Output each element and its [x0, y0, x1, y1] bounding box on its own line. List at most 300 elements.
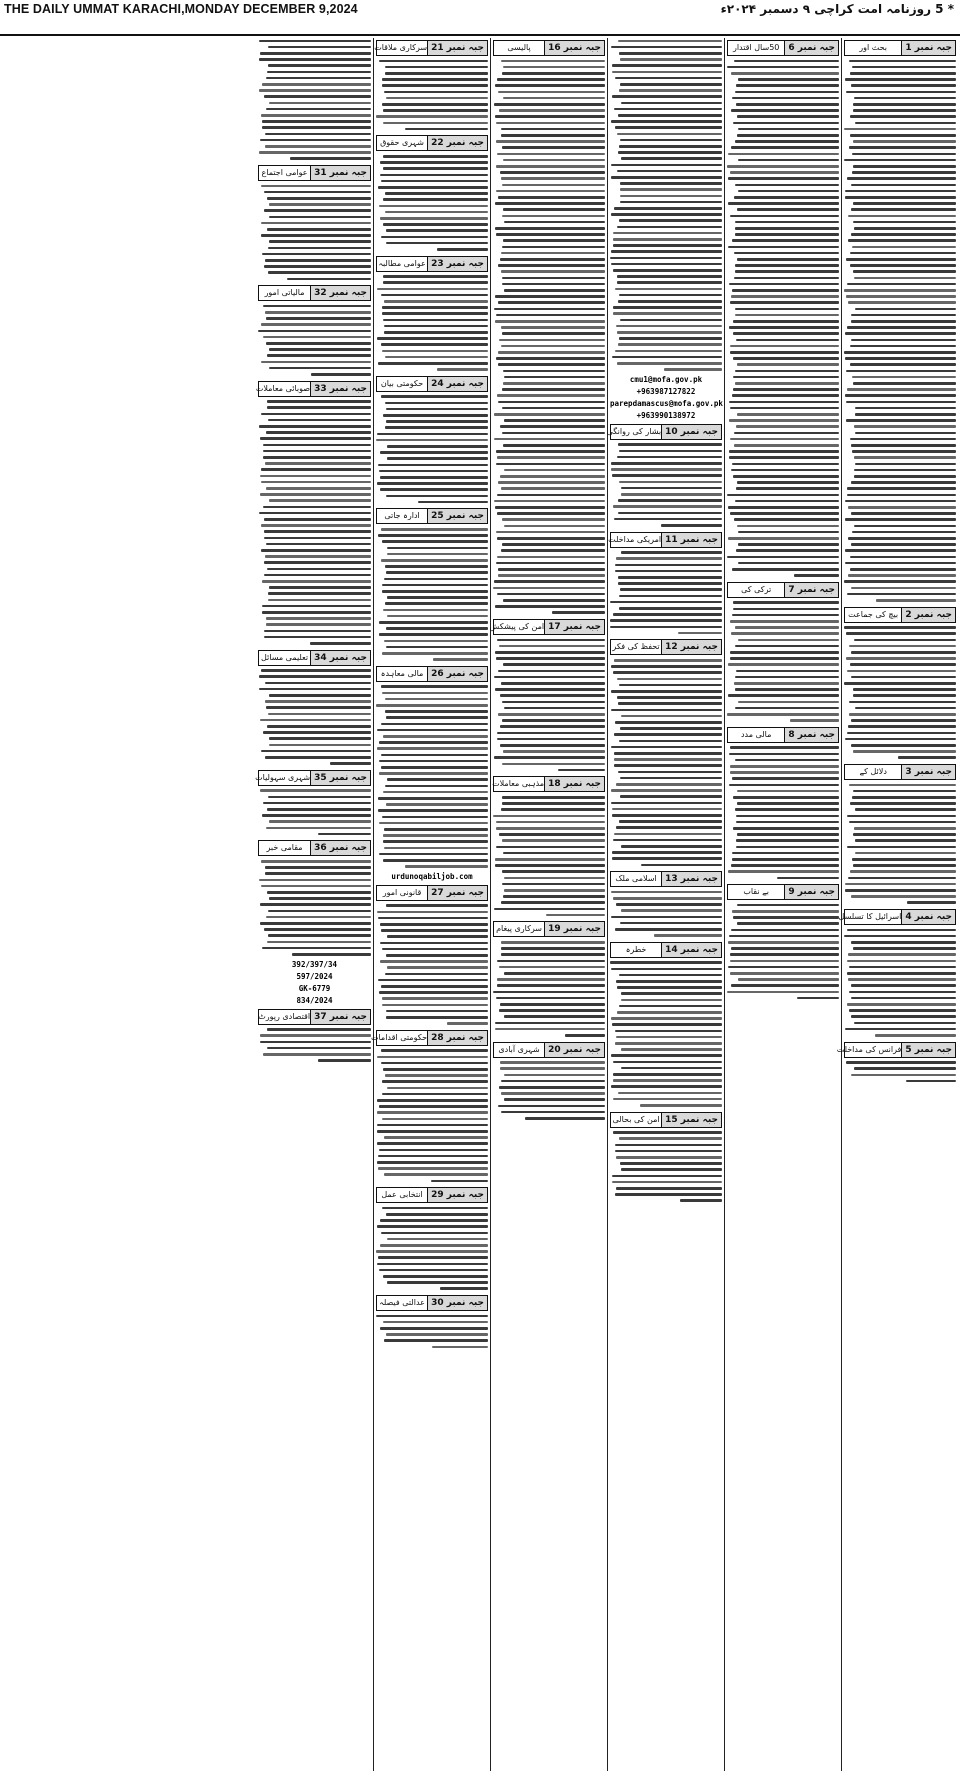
- text-line: [729, 419, 839, 422]
- text-line: [504, 877, 605, 880]
- news-cut: [489, 619, 605, 773]
- text-line: [736, 670, 839, 673]
- text-line: [611, 164, 722, 167]
- text-line: [617, 331, 722, 334]
- text-line: [266, 77, 371, 80]
- cut-header: [844, 40, 956, 56]
- text-line: [379, 741, 488, 744]
- text-line: [851, 481, 956, 484]
- text-line: [504, 289, 605, 292]
- cut-title: 50سال اقتدار: [732, 43, 780, 52]
- text-line: [497, 978, 605, 981]
- text-line: [380, 923, 488, 926]
- text-line: [504, 1074, 605, 1077]
- text-line: [381, 1049, 488, 1052]
- cut-title: سرکاری ملاقات: [374, 43, 428, 52]
- text-line: [263, 1053, 371, 1056]
- text-line: [260, 52, 371, 55]
- news-cut: [376, 40, 488, 132]
- text-line: [259, 40, 371, 43]
- cut-header: [493, 921, 605, 937]
- text-line: [849, 701, 956, 704]
- text-line: [496, 314, 605, 317]
- text-line: [852, 450, 956, 453]
- text-line: [384, 300, 488, 303]
- text-line: [621, 999, 722, 1002]
- text-line: [380, 451, 488, 454]
- text-line: [386, 571, 488, 574]
- text-line: [730, 765, 839, 768]
- text-line: [613, 244, 722, 247]
- text-line: [259, 675, 371, 678]
- text-line: [735, 270, 839, 273]
- text-line: [614, 207, 722, 210]
- text-line: [268, 796, 371, 799]
- text-line: [503, 66, 605, 69]
- text-block: [727, 58, 839, 579]
- text-line: [854, 827, 956, 830]
- text-line: [851, 184, 956, 187]
- text-line: [502, 277, 605, 280]
- text-line: [263, 731, 372, 734]
- text-line: [502, 802, 605, 805]
- text-line: [500, 1003, 605, 1006]
- text-line: [854, 277, 956, 280]
- text-line: [613, 897, 722, 900]
- text-line: [619, 820, 722, 823]
- text-line: [386, 242, 488, 245]
- text-line: [733, 357, 839, 360]
- cut-number: جبہ نمبر 2: [901, 608, 955, 622]
- text-line: [265, 700, 371, 703]
- text-line: [266, 431, 371, 434]
- text-line: [261, 468, 371, 471]
- text-line: [262, 83, 371, 86]
- text-line: [263, 506, 371, 509]
- text-line: [850, 663, 956, 666]
- text-line: [495, 115, 605, 118]
- text-line: [845, 889, 956, 892]
- text-line: [379, 1105, 488, 1108]
- news-cut: [610, 639, 722, 868]
- text-line: [611, 250, 722, 253]
- text-line: [611, 690, 722, 693]
- text-line: [504, 376, 605, 379]
- cut-title: مالی معاہدہ: [380, 668, 424, 678]
- text-line: [732, 852, 839, 855]
- text-line: [380, 942, 488, 945]
- cut-number: جبہ نمبر 37: [310, 1010, 370, 1024]
- text-line: [612, 95, 722, 98]
- text-line: [664, 368, 722, 371]
- text-line: [615, 1030, 722, 1033]
- text-line: [611, 968, 722, 971]
- text-line: [380, 960, 488, 963]
- cut-number: جبہ نمبر 21: [427, 41, 487, 55]
- text-line: [383, 1321, 488, 1324]
- text-line: [496, 827, 605, 830]
- text-line: [260, 903, 371, 906]
- text-line: [730, 746, 839, 749]
- text-line: [502, 432, 605, 435]
- text-line: [267, 197, 371, 200]
- text-line: [382, 948, 488, 951]
- cut-header: [258, 650, 371, 666]
- cut-title: تعلیمی مسائل: [260, 652, 309, 662]
- text-block: [493, 939, 605, 1038]
- text-line: [382, 1207, 488, 1210]
- text-block: [610, 1130, 722, 1204]
- text-line: [500, 171, 605, 174]
- cut-number: جبہ نمبر 15: [661, 1113, 721, 1127]
- text-line: [851, 84, 956, 87]
- text-line: [265, 682, 371, 685]
- text-line: [380, 217, 488, 220]
- text-line: [613, 1098, 722, 1101]
- text-line: [848, 978, 956, 981]
- text-line: [851, 1015, 956, 1018]
- text-line: [846, 295, 956, 298]
- text-line: [385, 426, 488, 429]
- text-line: [504, 469, 605, 472]
- text-line: [732, 568, 839, 571]
- text-line: [611, 120, 722, 123]
- text-line: [738, 531, 839, 534]
- news-cut: [610, 38, 722, 421]
- text-line: [267, 808, 371, 811]
- text-line: [735, 382, 839, 385]
- text-line: [266, 317, 371, 320]
- text-line: [850, 438, 956, 441]
- text-line: [844, 289, 956, 292]
- text-line: [738, 701, 839, 704]
- text-line: [501, 252, 605, 255]
- text-line: [495, 84, 605, 87]
- text-line: [855, 122, 956, 125]
- text-line: [499, 1086, 605, 1089]
- text-line: [265, 259, 371, 262]
- text-line: [614, 733, 722, 736]
- text-line: [738, 159, 839, 162]
- cut-title: مقامی خبر: [266, 843, 303, 853]
- cut-header: [376, 1295, 488, 1311]
- text-line: [845, 394, 956, 397]
- text-line: [620, 777, 722, 780]
- text-line: [501, 270, 605, 273]
- text-line: [852, 246, 956, 249]
- text-line: [259, 879, 371, 882]
- news-column: [490, 38, 607, 1771]
- cut-title: امن کی بحالی: [612, 1114, 660, 1124]
- text-line: [493, 991, 605, 994]
- text-line: [619, 595, 722, 598]
- text-block: [610, 38, 722, 373]
- cut-header: [493, 1042, 605, 1058]
- text-line: [852, 858, 956, 861]
- text-line: [846, 370, 956, 373]
- news-cut: [376, 376, 488, 506]
- cut-header: [258, 285, 371, 301]
- text-line: [498, 568, 605, 571]
- text-line: [617, 986, 722, 989]
- text-line: [378, 534, 488, 537]
- text-line: [382, 1004, 488, 1007]
- text-line: [728, 246, 839, 249]
- text-line: [851, 651, 956, 654]
- text-line: [612, 814, 722, 817]
- cut-number: جبہ نمبر 29: [427, 1188, 487, 1202]
- text-line: [621, 1168, 722, 1171]
- text-line: [616, 980, 723, 983]
- text-line: [261, 185, 371, 188]
- cut-header: [258, 840, 371, 856]
- news-cut: [376, 256, 488, 373]
- text-line: [266, 108, 371, 111]
- text-line: [261, 234, 371, 237]
- text-line: [501, 60, 605, 63]
- text-line: [268, 592, 371, 595]
- text-line: [621, 992, 722, 995]
- text-line: [494, 103, 605, 106]
- text-line: [501, 941, 605, 944]
- text-block: [610, 550, 722, 637]
- cut-header: [610, 942, 722, 958]
- cut-number: جبہ نمبر 33: [310, 382, 370, 396]
- text-line: [385, 973, 488, 976]
- text-line: [387, 1281, 488, 1284]
- text-line: [258, 330, 371, 333]
- text-line: [727, 66, 839, 69]
- cut-title: بحث اور: [859, 43, 888, 52]
- text-line: [503, 750, 605, 753]
- text-block: [610, 889, 722, 939]
- text-line: [849, 146, 956, 149]
- text-line: [850, 363, 956, 366]
- text-line: [906, 1080, 956, 1083]
- text-line: [381, 559, 488, 562]
- text-line: [850, 556, 956, 559]
- text-line: [849, 60, 956, 63]
- text-line: [845, 332, 957, 335]
- cut-header: [376, 376, 488, 392]
- text-line: [380, 1327, 488, 1330]
- text-line: [611, 1054, 722, 1057]
- text-line: [732, 463, 839, 466]
- text-line: [618, 443, 722, 446]
- text-line: [503, 895, 605, 898]
- text-line: [613, 505, 722, 508]
- text-line: [738, 543, 839, 546]
- cut-number: جبہ نمبر 4: [901, 910, 955, 924]
- text-line: [503, 444, 605, 447]
- text-line: [381, 929, 488, 932]
- text-line: [732, 910, 839, 913]
- text-line: [290, 157, 371, 160]
- text-line: [386, 716, 488, 719]
- text-line: [616, 1156, 722, 1159]
- cut-header: [376, 40, 488, 56]
- text-line: [268, 247, 371, 250]
- text-line: [501, 1092, 605, 1095]
- text-line: [267, 400, 371, 403]
- text-line: [734, 682, 839, 685]
- text-line: [378, 797, 488, 800]
- text-line: [737, 833, 839, 836]
- text-line: [737, 413, 839, 416]
- text-line: [618, 771, 722, 774]
- text-line: [268, 419, 371, 422]
- text-line: [504, 221, 605, 224]
- text-line: [501, 128, 605, 131]
- text-line: [613, 306, 722, 309]
- text-line: [615, 350, 722, 353]
- text-line: [613, 1079, 722, 1082]
- text-line: [855, 432, 956, 435]
- text-block: [727, 745, 839, 881]
- text-block: [258, 858, 371, 957]
- text-line: [261, 222, 371, 225]
- text-line: [733, 827, 839, 830]
- text-line: [731, 469, 839, 472]
- text-line: [620, 195, 722, 198]
- text-line: [495, 1028, 605, 1031]
- text-line: [261, 669, 371, 672]
- text-line: [736, 846, 839, 849]
- text-line: [617, 696, 722, 699]
- text-line: [386, 97, 488, 100]
- text-line: [384, 91, 488, 94]
- text-line: [260, 789, 371, 792]
- text-line: [382, 997, 488, 1000]
- text-line: [732, 777, 839, 780]
- text-line: [848, 537, 956, 540]
- text-block: [493, 637, 605, 773]
- text-line: [381, 528, 488, 531]
- cut-header: [376, 135, 488, 151]
- star-icon: *: [947, 2, 954, 16]
- text-line: [850, 252, 956, 255]
- text-line: [379, 772, 488, 775]
- text-line: [501, 177, 605, 180]
- text-line: [382, 84, 488, 87]
- text-line: [499, 966, 605, 969]
- text-line: [500, 744, 605, 747]
- text-line: [613, 1073, 722, 1076]
- text-line: [495, 1022, 605, 1025]
- text-line: [850, 134, 956, 137]
- text-line: [379, 1269, 488, 1272]
- text-line: [496, 531, 605, 534]
- cut-title: امن کی پیشکش: [489, 622, 545, 631]
- text-line: [504, 525, 605, 528]
- text-line: [269, 694, 371, 697]
- text-line: [499, 339, 605, 342]
- text-line: [497, 639, 605, 642]
- text-line: [732, 858, 839, 861]
- text-line: [259, 425, 372, 428]
- text-line: [500, 694, 605, 697]
- text-line: [502, 407, 605, 410]
- text-line: [615, 126, 722, 129]
- text-line: [500, 1061, 605, 1064]
- text-line: [728, 870, 839, 873]
- text-line: [733, 332, 839, 335]
- cut-header: [370, 1030, 488, 1046]
- text-line: [735, 314, 839, 317]
- news-cut: [258, 38, 371, 162]
- cut-title: مذہبی معاملات: [492, 779, 545, 789]
- text-line: [501, 326, 605, 329]
- text-line: [611, 46, 722, 49]
- text-line: [383, 834, 488, 837]
- text-line: [620, 182, 722, 185]
- contact-detail: +963987127822: [636, 386, 696, 396]
- text-line: [727, 165, 839, 168]
- text-line: [496, 846, 605, 849]
- text-line: [500, 475, 605, 478]
- text-line: [264, 518, 371, 521]
- text-line: [734, 432, 839, 435]
- text-line: [269, 744, 371, 747]
- text-line: [730, 407, 839, 410]
- text-line: [377, 1130, 488, 1133]
- text-line: [852, 531, 956, 534]
- text-line: [380, 1219, 488, 1222]
- text-line: [736, 821, 839, 824]
- text-line: [382, 103, 488, 106]
- text-line: [381, 1232, 488, 1235]
- news-cut: [493, 40, 605, 616]
- text-line: [502, 184, 605, 187]
- text-line: [378, 917, 488, 920]
- text-line: [384, 847, 488, 850]
- text-line: [262, 605, 371, 608]
- text-line: [383, 281, 488, 284]
- text-line: [615, 288, 722, 291]
- text-line: [620, 188, 722, 191]
- text-line: [617, 362, 722, 365]
- text-line: [853, 221, 956, 224]
- text-line: [377, 1142, 488, 1145]
- text-line: [383, 198, 489, 201]
- text-line: [612, 474, 722, 477]
- text-line: [499, 109, 605, 112]
- text-line: [266, 916, 371, 919]
- text-line: [495, 651, 605, 654]
- text-block: [610, 442, 722, 529]
- cut-title: شہری آبادی: [498, 1044, 540, 1054]
- text-line: [262, 580, 371, 583]
- text-line: [731, 146, 839, 149]
- cut-header: [376, 885, 488, 901]
- news-column: [607, 38, 724, 1771]
- text-line: [847, 177, 956, 180]
- cut-number: جبہ نمبر 7: [784, 583, 838, 597]
- text-line: [729, 753, 839, 756]
- text-line: [680, 1199, 722, 1202]
- contact-detail: urdunoqabiljob.com: [391, 871, 473, 881]
- text-line: [387, 935, 488, 938]
- text-line: [735, 759, 839, 762]
- cut-title: عدالتی فیصلہ: [379, 1297, 425, 1307]
- text-line: [728, 537, 839, 540]
- text-line: [381, 180, 488, 183]
- text-line: [735, 221, 839, 224]
- text-line: [381, 343, 488, 346]
- text-line: [501, 682, 605, 685]
- text-line: [387, 778, 488, 781]
- text-line: [855, 808, 956, 811]
